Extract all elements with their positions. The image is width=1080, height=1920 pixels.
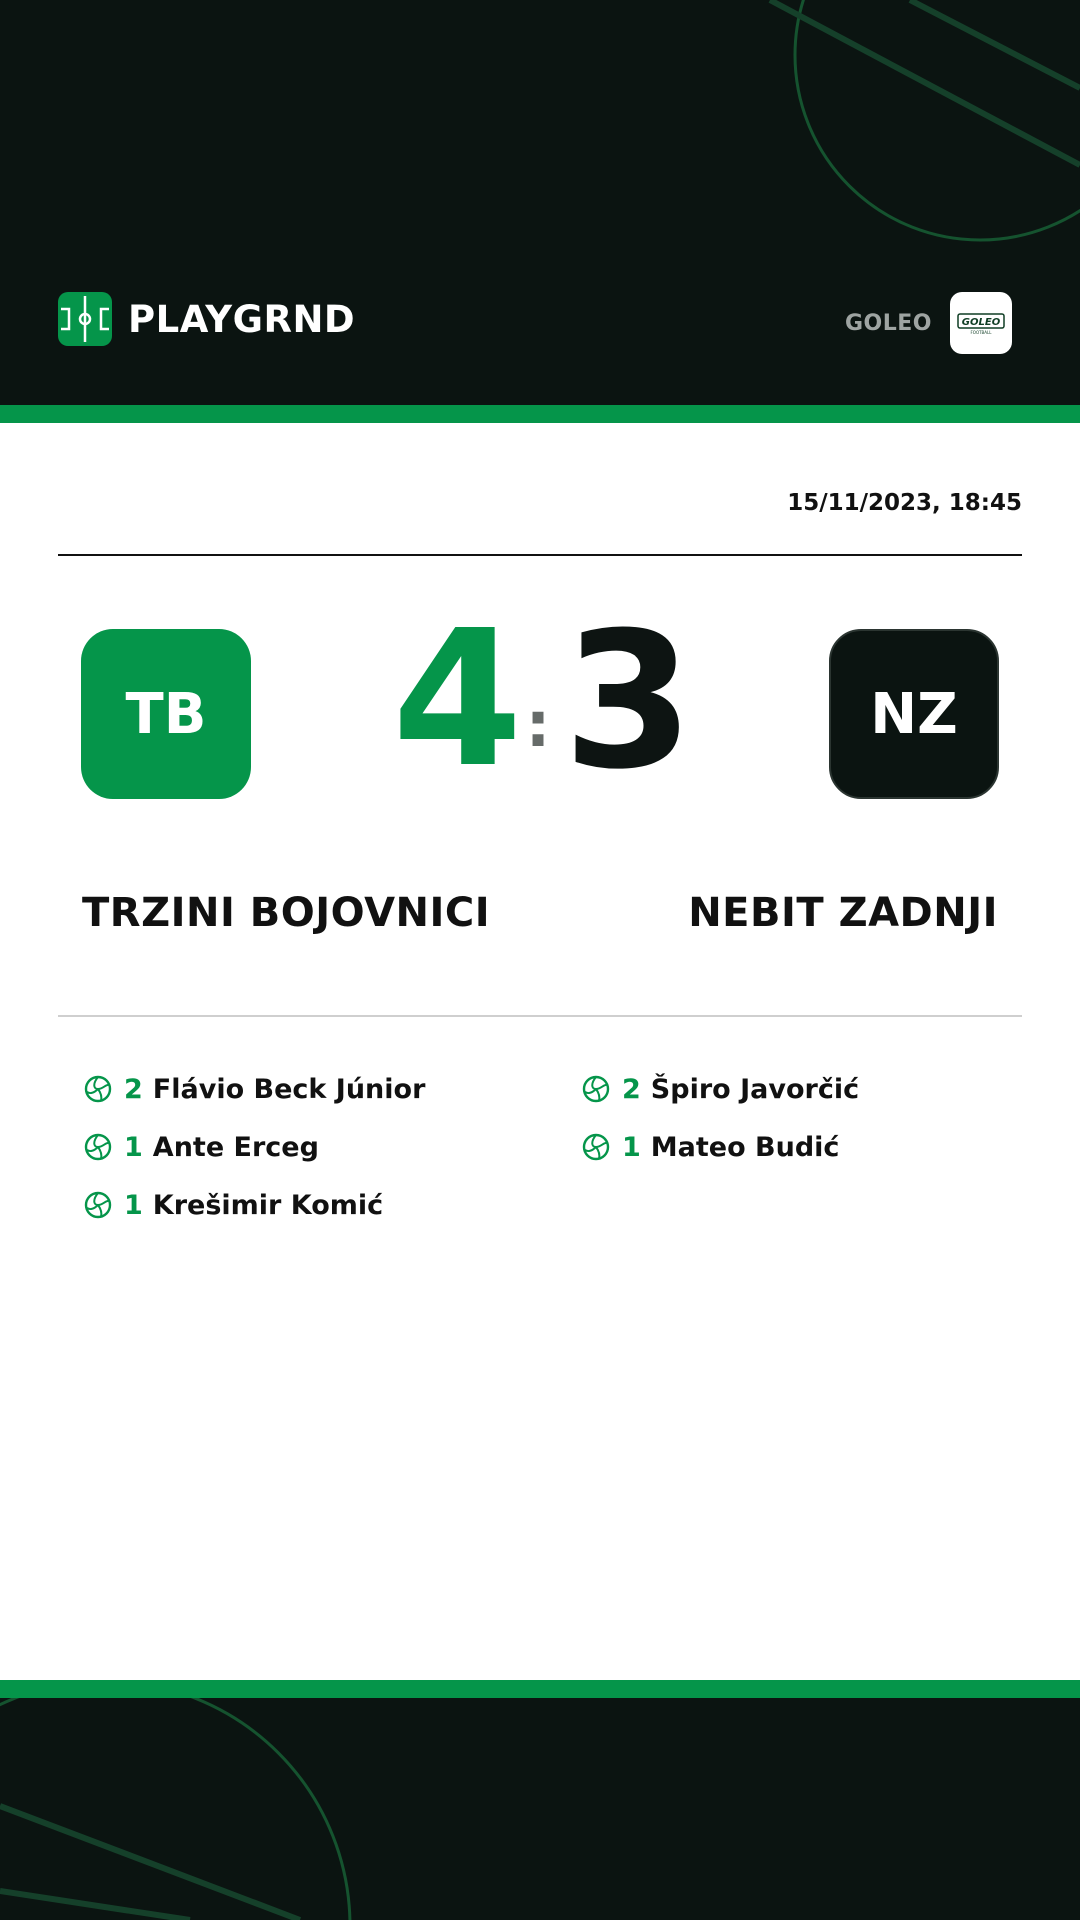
football-icon: [84, 1191, 112, 1219]
partner-logo-text: GOLEO: [961, 317, 1001, 328]
scorer-item: [84, 1118, 524, 1176]
player-name: Mateo Budić: [650, 1131, 840, 1163]
home-team-name: TRZINI BOJOVNICI: [82, 890, 491, 936]
goal-count: 1: [622, 1131, 641, 1163]
football-pitch-icon: [58, 292, 112, 346]
goal-count: 1: [124, 1131, 143, 1163]
away-score: 3: [563, 592, 694, 811]
scorer-item: [84, 1176, 524, 1234]
score-separator: :: [525, 688, 551, 761]
home-score: 4: [392, 590, 523, 809]
player-name: Flávio Beck Júnior: [152, 1073, 426, 1105]
brand-name: PLAYGRND: [128, 297, 356, 341]
scorer-item: [582, 1060, 1022, 1118]
away-team-badge: NZ: [829, 629, 999, 799]
partner-logo-subtext: FOOTBALL: [970, 330, 992, 335]
football-icon: [582, 1075, 610, 1103]
away-team-name: NEBIT ZADNJI: [688, 890, 998, 936]
away-scorers-list: [582, 1060, 1022, 1176]
accent-bar-bottom: [0, 1680, 1080, 1698]
scorer-item: [84, 1060, 524, 1118]
divider: [58, 1015, 1022, 1017]
footer-banner: [0, 1698, 1080, 1920]
brand[interactable]: [58, 292, 355, 346]
pitch-lines-decoration: [0, 1698, 1080, 1920]
scorer-item: [582, 1118, 1022, 1176]
football-icon: [582, 1133, 610, 1161]
match-datetime: 15/11/2023, 18:45: [787, 490, 1022, 516]
header-banner: [0, 0, 1080, 405]
player-name: Krešimir Komić: [152, 1189, 384, 1221]
accent-bar-top: [0, 405, 1080, 423]
player-name: Špiro Javorčić: [650, 1073, 860, 1105]
player-name: Ante Erceg: [152, 1131, 319, 1163]
football-icon: [84, 1133, 112, 1161]
partner[interactable]: [845, 292, 1012, 354]
football-icon: [84, 1075, 112, 1103]
home-team-badge: TB: [81, 629, 251, 799]
goal-count: 2: [622, 1073, 641, 1105]
divider: [58, 554, 1022, 556]
goal-count: 1: [124, 1189, 143, 1221]
goal-count: 2: [124, 1073, 143, 1105]
partner-logo: [950, 292, 1012, 354]
partner-label: GOLEO: [844, 310, 932, 336]
home-scorers-list: [84, 1060, 524, 1234]
